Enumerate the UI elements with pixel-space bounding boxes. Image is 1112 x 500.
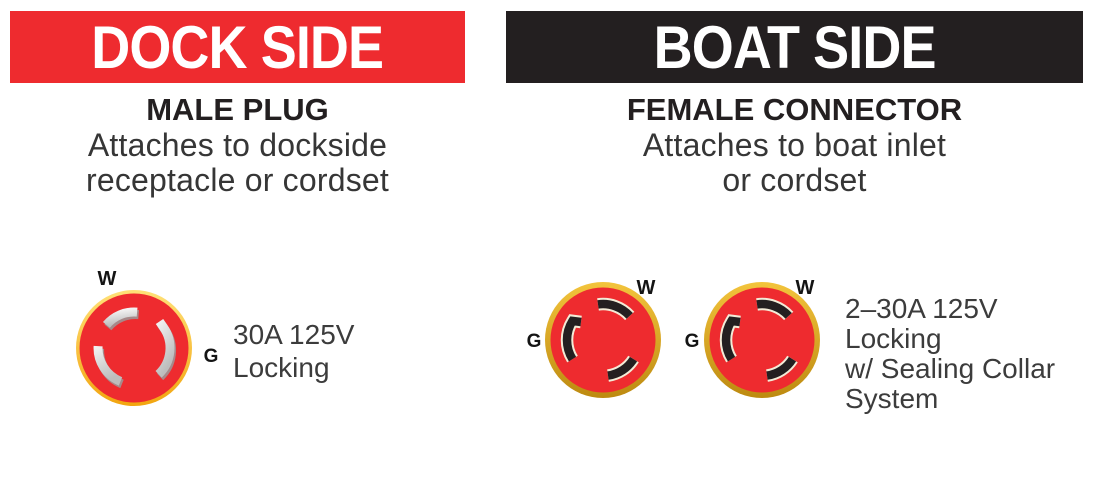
boat-spec-line-3: w/ Sealing Collar [845, 353, 1056, 384]
terminal-label-g: G [203, 346, 219, 367]
dock-spec-line-2: Locking [233, 352, 330, 383]
terminal-label-g: G [526, 331, 542, 352]
dock-side-banner [10, 11, 465, 83]
dock-spec-line-1: 30A 125V [233, 319, 355, 350]
boat-spec-text [845, 294, 1055, 414]
terminal-label-w: W [97, 268, 117, 290]
terminal-label-w: W [636, 277, 656, 299]
boat-spec-line-2: Locking [845, 323, 942, 354]
boat-side-banner [506, 11, 1083, 83]
boat-side-banner-title: BOAT SIDE [653, 13, 936, 81]
terminal-label-w: W [795, 277, 815, 299]
boat-spec-line-4: System [845, 383, 939, 414]
female-connector-icon-1 [515, 255, 695, 425]
dock-side-banner-title: DOCK SIDE [91, 13, 384, 81]
male-plug-icon [64, 258, 234, 428]
dock-description-line-1: Attaches to dockside [87, 127, 388, 163]
terminal-label-g: G [684, 331, 700, 352]
female-connector-title: FEMALE CONNECTOR [626, 92, 963, 127]
boat-description-line-2: or cordset [722, 162, 867, 198]
dock-description-line-2: receptacle or cordset [85, 162, 389, 198]
female-connector-icon-2 [674, 255, 854, 425]
dock-spec-text [233, 318, 354, 384]
male-plug-title: MALE PLUG [146, 92, 329, 127]
boat-spec-line-1: 2–30A 125V [845, 293, 998, 324]
boat-description-line-1: Attaches to boat inlet [642, 127, 947, 163]
